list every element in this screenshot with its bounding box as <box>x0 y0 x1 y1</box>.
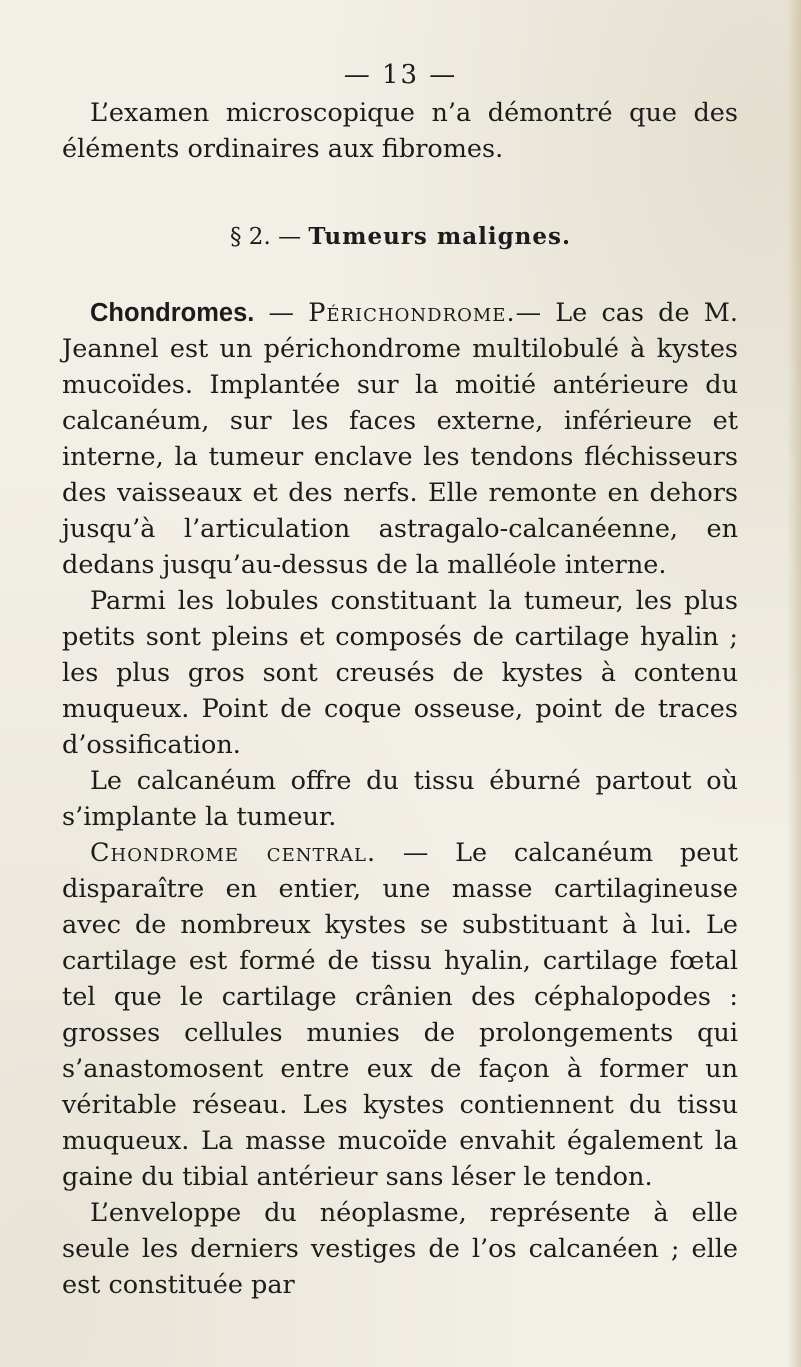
main-text-block <box>62 295 738 1303</box>
intro-paragraph: L’examen microscopique n’a démontré que des éléments ordinaires aux fibromes. <box>62 98 738 164</box>
intro-block <box>62 95 738 167</box>
perichondrome-subheading: Périchondrome. <box>308 298 516 328</box>
section-dash: — <box>278 224 302 250</box>
paragraph-lobules: Parmi les lobules constituant la tumeur, les plus petits sont pleins et composés de cartilage hyalin ; les plus gros sont creusés de kystes à contenu muqueux. Point de coque osseuse, point de traces d’ossification. <box>62 586 738 760</box>
page-edge-shading <box>787 0 801 1367</box>
paragraph-chondromes <box>62 295 738 583</box>
section-title: Tumeurs malignes. <box>308 223 571 250</box>
chondromes-dash: — <box>254 298 309 328</box>
chondromes-text: — Le cas de M. Jeannel est un périchondrome multilobulé à kystes mucoïdes. Implantée sur la moitié antérieure du calcanéum, sur les faces externe, inférieure et interne, la tumeur enclave les tendons fléchisseurs des vaisseaux et des nerfs. Elle remonte en dehors jusqu’à l’articulation astragalo-calcanéenne, en dedans jusqu’au-dessus de la malléole interne. <box>62 298 738 580</box>
paragraph-chondrome-central <box>62 835 738 1195</box>
section-heading <box>0 223 801 250</box>
chondrome-central-text: — Le calcanéum peut disparaître en entier, une masse cartilagineuse avec de nombreux kystes se substituant à lui. Le cartilage est formé de tissu hyalin, cartilage fœtal tel que le cartilage crânien des céphalopodes : grosses cellules munies de prolongements qui s’anastomosent entre eux de façon à former un véritable réseau. Les kystes contiennent du tissu muqueux. La masse mucoïde envahit également la gaine du tibial antérieur sans léser le tendon. <box>62 838 738 1192</box>
page-number: — 13 — <box>343 60 458 90</box>
chondromes-label: Chondromes. <box>90 299 255 327</box>
section-mark: § 2. <box>230 224 271 250</box>
paragraph-enveloppe: L’enveloppe du néoplasme, représente à elle seule les derniers vestiges de l’os calcanéen ; elle est constituée par <box>62 1198 738 1300</box>
chondrome-central-subheading: Chondrome central. <box>90 838 377 868</box>
paragraph-calcaneum: Le calcanéum offre du tissu éburné partout où s’implante la tumeur. <box>62 766 738 832</box>
